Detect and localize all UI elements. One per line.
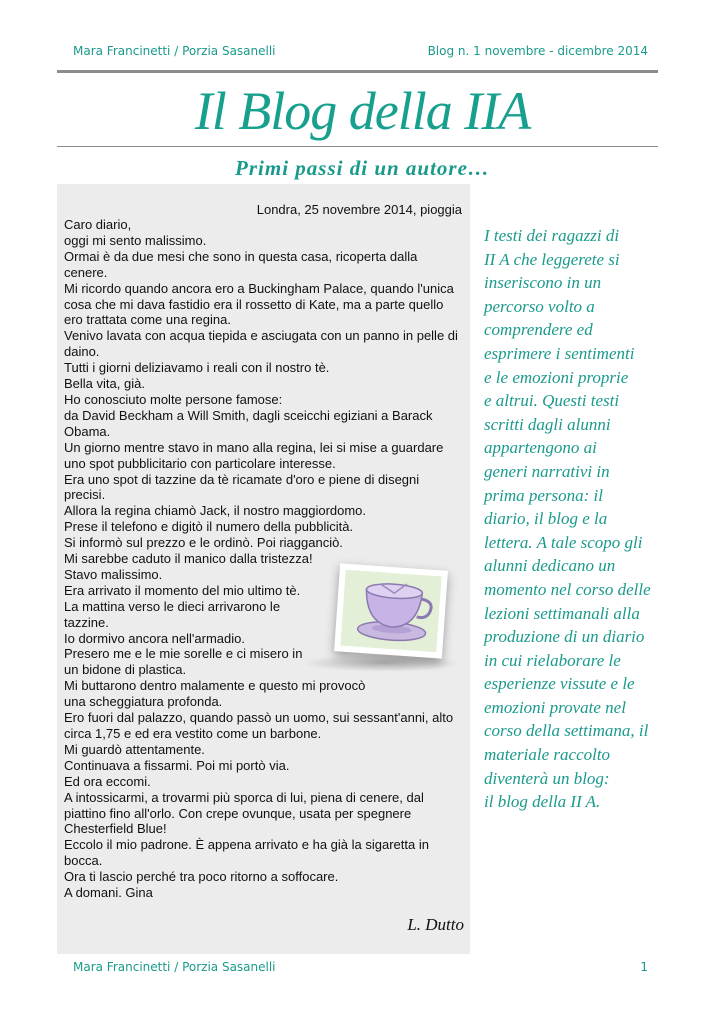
sidebar-intro-text: I testi dei ragazzi di II A che leggerete si inseriscono in un percorso volto a comprendere ed esprimere i sentimenti e le emozioni proprie e altrui. Questi testi scritti dagli alunni appartengono ai generi narrativi in prima persona: il diario, il blog e la lettera. A tale scopo gli alunni dedicano un momento nel corso delle lezioni settimanali alla produzione di un diario in cui rielaborare le esperienze vissute e le emozioni provate nel corso della settimana, il materiale raccolto diventerà un blog: il blog della II A. [484, 226, 651, 812]
letter-panel [57, 184, 470, 954]
letter-body: Caro diario, oggi mi sento malissimo. Ormai è da due mesi che sono in questa casa, ricoperta dalla cenere. Mi ricordo quando ancora ero a Buckingham Palace, quando l'unica cosa che mi dava fastidio era il rossetto di Kate, ma a parte quello ero trattata come una regina. Venivo lavata con acqua tiepida e asciugata con un panno in pelle di daino. Tutti i giorni deliziavamo i reali con il nostro tè. Bella vita, già. Ho conosciuto molte persone famose: da David Beckham a Will Smith, dagli sceicchi egiziani a Barack Obama. Un giorno mentre stavo in mano alla regina, lei si mise a guardare uno spot pubblicitario con particolare interesse. Era uno spot di tazzine da tè ricamate d'oro e piene di disegni precisi. Allora la regina chiamò Jack, il nostro maggiordomo. Prese il telefono e digitò il numero della pubblicità. Si informò sul prezzo e le ordinò. Poi riagganciò. Mi sarebbe caduto il manico dalla tristezza! Stavo malissimo. Era arrivato il momento del mio ultimo tè. La mattina verso le dieci arrivarono le tazzine. Io dormivo ancora nell'armadio. Presero me e le mie sorelle e ci misero in un bidone di plastica. Mi buttarono dentro malamente e questo mi provocò una scheggiatura profonda. Ero fuori dal palazzo, quando passò un uomo, sui sessant'anni, alto circa 1,75 e ed era vestito come un barbone. Mi guardò attentamente. Continuava a fissarmi. Poi mi portò via. Ed ora eccomi. A intossicarmi, a trovarmi più sporca di lui, piena di cenere, dal piattino fino all'orlo. Con crepe ovunque, usata per spegnere Chesterfield Blue! Eccolo il mio padrone. È appena arrivato e ha già la sigaretta in bocca. Ora ti lascio perché tra poco ritorno a soffocare. A domani. Gina [64, 217, 458, 901]
header-authors: Mara Francinetti / Porzia Sasanelli [73, 44, 276, 58]
header-divider [57, 70, 658, 73]
letter-signature: L. Dutto [407, 915, 464, 934]
teacup-photo-frame [340, 570, 441, 653]
teacup-icon [340, 570, 441, 653]
title-divider [57, 146, 658, 147]
header-issue: Blog n. 1 novembre - dicembre 2014 [427, 44, 648, 58]
page-subtitle: Primi passi di un autore… [235, 156, 490, 180]
footer-authors: Mara Francinetti / Porzia Sasanelli [73, 960, 276, 974]
page-title: Il Blog della IIA [194, 81, 531, 141]
letter-date-line: Londra, 25 novembre 2014, pioggia [256, 202, 462, 217]
footer-page-number: 1 [640, 960, 648, 974]
teacup-photo [334, 563, 448, 658]
